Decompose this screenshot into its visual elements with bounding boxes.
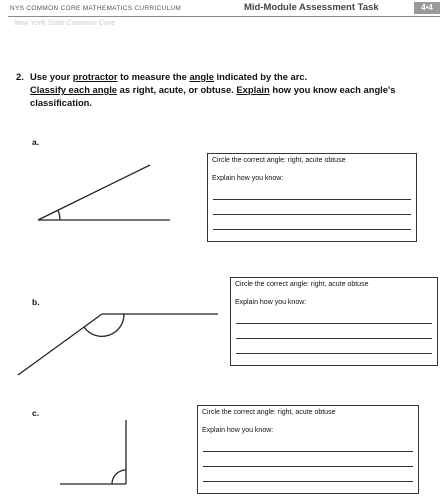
angle-a-ray-slanted — [38, 165, 150, 220]
part-b-explain: Explain how you know: — [235, 299, 307, 306]
angle-b-arc — [84, 314, 124, 336]
word-right: right — [132, 84, 154, 95]
angle-c-figure — [60, 420, 126, 484]
part-c-label: c. — [32, 408, 40, 418]
angle-a-figure — [38, 165, 170, 220]
part-c-prompt: Circle the correct angle: right, acute obtuse — [202, 409, 336, 416]
state-logo: New York State Common Core — [14, 20, 115, 27]
word-obtuse: obtuse — [200, 84, 232, 95]
word-protractor: protractor — [72, 71, 118, 82]
task-title: Mid-Module Assessment Task — [244, 2, 379, 13]
part-a-explain: Explain how you know: — [212, 175, 284, 182]
angle-b-figure — [18, 314, 218, 375]
question-number: 2. — [16, 71, 24, 82]
part-a-label: a. — [32, 137, 40, 147]
angle-c-arc — [112, 470, 126, 484]
question-text: Use your protractor to measure the angle indicated by the arc. Classify each angle as right, acute, or obtuse. Explain how you know each angle's classification. — [30, 71, 396, 108]
angle-b-ray-slanted — [18, 314, 102, 375]
part-b-prompt: Circle the correct angle: right, acute obtuse — [235, 281, 369, 288]
part-b-label: b. — [32, 297, 40, 307]
word-angle: angle — [189, 71, 214, 82]
curriculum-label: NYS COMMON CORE MATHEMATICS CURRICULUM — [10, 5, 182, 12]
part-a-prompt: Circle the correct angle: right, acute obtuse — [212, 157, 346, 164]
word-classify: Classify each angle — [30, 84, 118, 95]
angle-a-arc — [58, 210, 60, 220]
word-acute: acute — [158, 84, 184, 95]
module-badge: 4•4 — [414, 2, 440, 14]
word-explain: Explain — [236, 84, 270, 95]
part-c-explain: Explain how you know: — [202, 427, 274, 434]
